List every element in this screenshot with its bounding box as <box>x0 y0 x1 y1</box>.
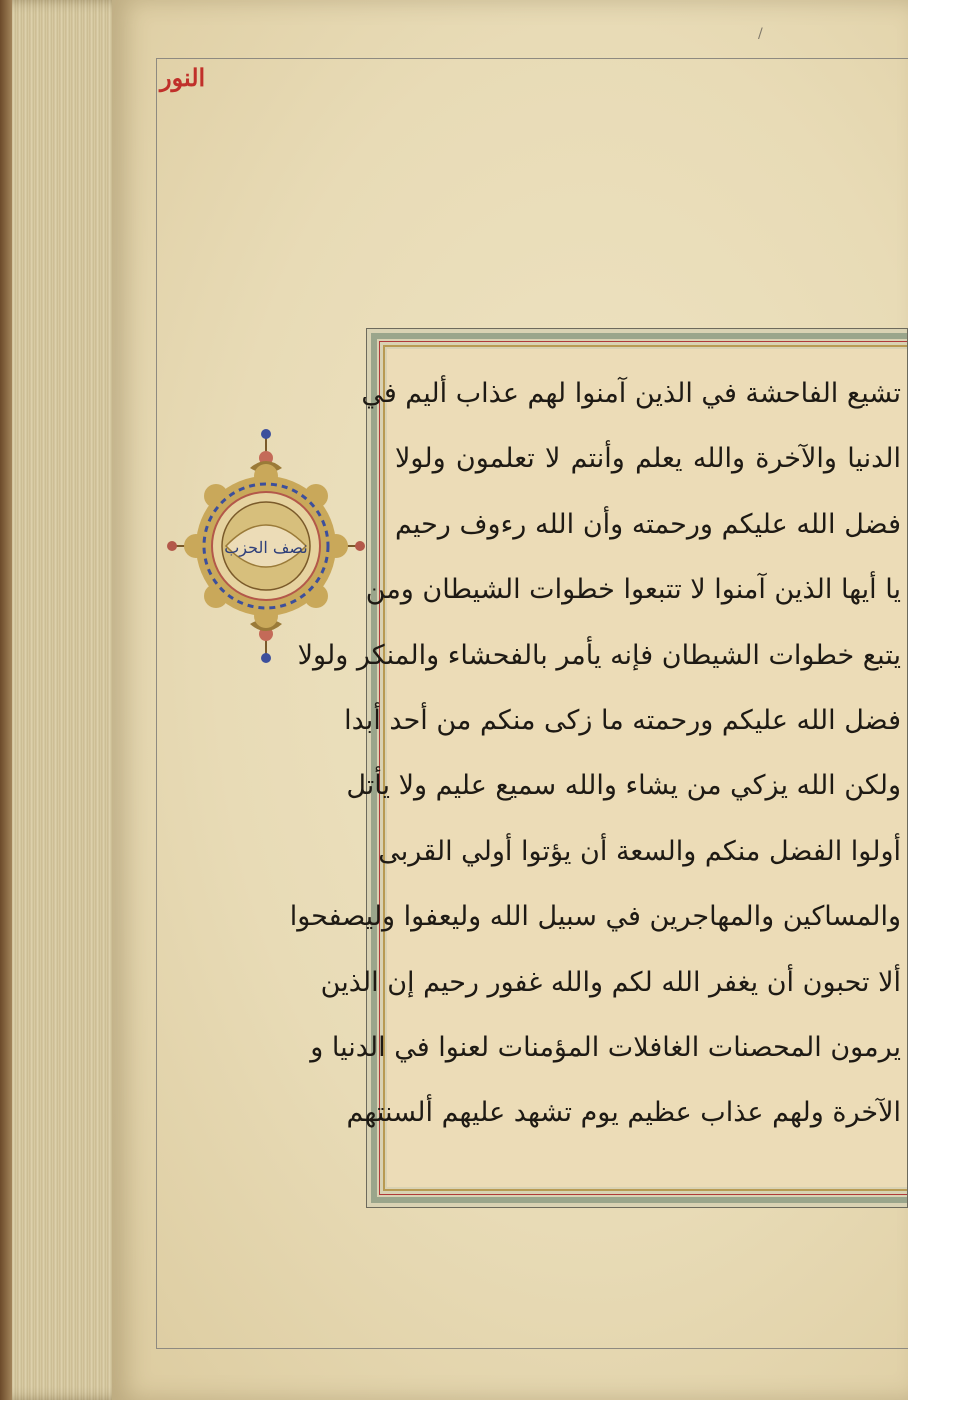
margin-rule-top <box>156 58 908 59</box>
surah-heading: النور <box>160 63 206 92</box>
text-frame <box>289 328 908 1208</box>
page-mark: / <box>758 26 763 42</box>
text-line: يتبع خطوات الشيطان فإنه يأمر بالفحشاء والمنكر ولولا <box>297 639 901 671</box>
margin-rule-left <box>156 58 157 1348</box>
quran-text-block <box>289 349 907 1187</box>
text-line: تشيع الفاحشة في الذين آمنوا لهم عذاب أليم في <box>361 378 901 409</box>
text-line: ألا تحبون أن يغفر الله لكم والله غفور رحيم إن الذين <box>320 966 901 998</box>
text-line: يا أيها الذين آمنوا لا تتبعوا خطوات الشيطان ومن <box>365 574 901 606</box>
margin-rule-bottom <box>156 1348 908 1349</box>
book-spine <box>0 0 12 1400</box>
ornament-label: نصف الحزب <box>224 538 308 557</box>
text-line: أولوا الفضل منكم والسعة أن يؤتوا أولي القربى <box>378 835 901 867</box>
text-line: ولكن الله يزكي من يشاء والله سميع عليم ولا يأتل <box>346 770 901 802</box>
text-line: الآخرة ولهم عذاب عظيم يوم تشهد عليهم ألسنتهم <box>346 1097 901 1129</box>
text-line: الدنيا والآخرة والله يعلم وأنتم لا تعلمون ولولا <box>395 443 901 475</box>
text-line: يرمون المحصنات الغافلات المؤمنات لعنوا في الدنيا و <box>310 1031 901 1063</box>
text-line: والمساكين والمهاجرين في سبيل الله وليعفوا وليصفحوا <box>289 901 901 933</box>
text-line: فضل الله عليكم ورحمته وأن الله رءوف رحيم <box>395 508 901 540</box>
text-line: فضل الله عليكم ورحمته ما زكى منكم من أحد أبدا <box>344 704 901 736</box>
